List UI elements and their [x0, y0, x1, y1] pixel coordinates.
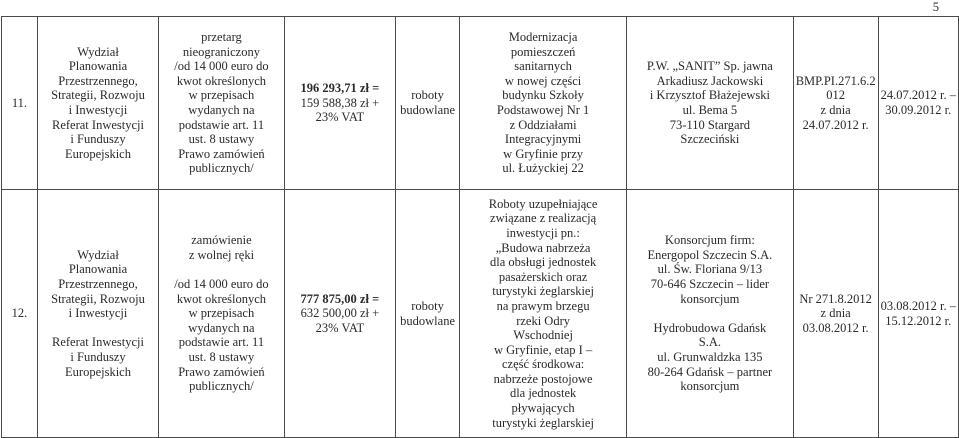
- gross-value: 777 875,00 zł =: [300, 291, 380, 306]
- text-line: związane z realizacją: [490, 211, 597, 226]
- text-line: w Gryfinie, etap I –: [493, 342, 593, 357]
- text-line: budowlane: [400, 103, 455, 117]
- text-line: Podstawowej Nr 1: [496, 103, 590, 117]
- text-line: nieograniczony: [182, 44, 260, 59]
- value-cell: [284, 17, 395, 190]
- text-line: 70-646 Szczecin – lider: [650, 277, 770, 292]
- work-type-cell: [396, 190, 460, 438]
- text-line: wydanych na: [188, 103, 255, 117]
- text-line: i Funduszy: [70, 349, 126, 364]
- text-line: publicznych/: [189, 379, 254, 394]
- row-number-cell: 12.: [2, 190, 38, 438]
- text-line: [40, 321, 156, 336]
- period-cell: [878, 190, 958, 438]
- text-line: Europejskich: [65, 364, 131, 379]
- text-line: /od 14 000 euro do: [174, 277, 269, 292]
- text-line: Prawo zamówień: [178, 364, 265, 379]
- text-line: Arkadiusz Jackowski: [656, 73, 764, 88]
- text-line: „Budowa nabrzeża: [495, 240, 591, 255]
- contract-cell: [793, 190, 878, 438]
- text-line: Integracyjnymi: [504, 132, 582, 147]
- text-line: S.A.: [698, 335, 721, 350]
- text-line: Konsorcjum firm:: [664, 233, 755, 248]
- text-line: ul. Łużyckiej 22: [502, 161, 584, 176]
- contractor-cell: [627, 17, 794, 190]
- work-type-cell: [396, 17, 460, 190]
- text-line: ust. 8 ustawy: [188, 349, 255, 364]
- text-line: inwestycji pn.:: [506, 225, 580, 240]
- net-value: 632 500,00 zł +: [300, 306, 380, 321]
- text-line: na prawym brzegu: [496, 298, 590, 313]
- text-line: Europejskich: [65, 146, 131, 161]
- text-line: Modernizacja: [508, 30, 578, 45]
- text-line: Nr 271.8.2012: [799, 291, 872, 306]
- text-line: publicznych/: [189, 161, 254, 176]
- text-line: i Inwestycji: [68, 103, 128, 117]
- period-cell: [878, 17, 958, 190]
- text-line: turystyki żeglarskiej: [492, 284, 594, 299]
- text-line: pływających: [511, 401, 575, 416]
- department-cell: [37, 17, 158, 190]
- text-line: 24.07.2012 r.: [802, 117, 869, 132]
- text-line: Wydział: [77, 247, 119, 262]
- page-number: 5: [932, 0, 939, 14]
- text-line: [161, 262, 282, 277]
- table-row: [2, 17, 959, 190]
- text-line: Hydrobudowa Gdańsk: [653, 320, 767, 335]
- text-line: ul. Grunwaldzka 135: [657, 349, 763, 364]
- text-line: Szczeciński: [680, 132, 740, 147]
- subject-cell: [460, 17, 627, 190]
- text-line: BMP.PI.271.6.2: [795, 73, 876, 88]
- text-line: w nowej części: [504, 73, 582, 88]
- text-line: budowlane: [400, 313, 455, 328]
- text-line: zamówienie: [191, 233, 252, 248]
- vat-rate: 23% VAT: [315, 110, 365, 125]
- text-line: 03.08.2012 r.: [802, 320, 869, 335]
- text-line: i Krzysztof Błażejewski: [649, 88, 770, 103]
- text-line: ust. 8 ustawy: [188, 132, 255, 147]
- text-line: w przepisach: [188, 306, 255, 321]
- text-line: Wydział: [77, 44, 119, 59]
- text-line: pasażerskich oraz: [498, 269, 588, 284]
- gross-value: 196 293,71 zł =: [300, 81, 380, 96]
- text-line: ul. Bema 5: [682, 103, 738, 117]
- text-line: z dnia: [820, 306, 851, 321]
- text-line: Referat Inwestycji: [52, 335, 144, 350]
- value-cell: [284, 190, 395, 438]
- text-line: rzeki Odry: [516, 313, 570, 328]
- text-line: budynku Szkoły: [502, 88, 584, 103]
- procurement-mode-cell: [159, 190, 285, 438]
- text-line: dla jednostek: [509, 386, 577, 401]
- text-line: konsorcjum: [680, 291, 740, 306]
- text-line: /od 14 000 euro do: [174, 59, 269, 74]
- text-line: Prawo zamówień: [178, 146, 265, 161]
- text-line: Planowania: [68, 59, 128, 74]
- text-line: kwot określonych: [176, 291, 267, 306]
- text-line: Wschodniej: [513, 328, 573, 343]
- text-line: z wolnej ręki: [188, 247, 255, 262]
- text-line: P.W. „SANIT” Sp. jawna: [646, 59, 773, 74]
- text-line: w przepisach: [188, 88, 255, 103]
- text-line: przetarg: [201, 30, 242, 45]
- row-number-cell: 11.: [2, 17, 38, 190]
- text-line: z dnia: [820, 103, 851, 117]
- vat-rate: 23% VAT: [315, 320, 365, 335]
- table-row: [2, 190, 959, 438]
- procurement-mode-cell: [159, 17, 285, 190]
- text-line: ul. Św. Floriana 9/13: [657, 262, 763, 277]
- text-line: z Oddziałami: [509, 117, 577, 132]
- text-line: turystyki żeglarskiej: [492, 415, 594, 430]
- text-line: i Funduszy: [70, 132, 126, 147]
- text-line: część środkowa:: [501, 357, 585, 372]
- text-line: Planowania: [68, 262, 128, 277]
- text-line: podstawie art. 11: [178, 117, 265, 132]
- contractor-cell: [627, 190, 794, 438]
- text-line: 15.12.2012 r.: [885, 313, 952, 328]
- text-line: Strategii, Rozwoju: [51, 88, 145, 103]
- text-line: 80-264 Gdańsk – partner: [647, 364, 773, 379]
- text-line: nabrzeże postojowe: [493, 371, 593, 386]
- net-value: 159 588,38 zł +: [300, 95, 380, 110]
- text-line: 03.08.2012 r. –: [880, 298, 956, 313]
- text-line: wydanych na: [188, 320, 255, 335]
- text-line: 24.07.2012 r. –: [880, 88, 956, 103]
- department-cell: [37, 190, 158, 438]
- text-line: Strategii, Rozwoju: [51, 291, 145, 306]
- text-line: sanitarnych: [514, 59, 572, 74]
- contract-cell: [793, 17, 878, 190]
- text-line: w Gryfinie przy: [503, 146, 584, 161]
- text-line: Referat Inwestycji: [52, 117, 144, 132]
- text-line: [629, 306, 791, 321]
- text-line: podstawie art. 11: [178, 335, 265, 350]
- text-line: roboty: [411, 298, 444, 313]
- text-line: kwot określonych: [176, 73, 267, 88]
- text-line: Przestrzennego,: [58, 277, 138, 292]
- text-line: 30.09.2012 r.: [885, 103, 952, 117]
- contracts-table: [1, 16, 959, 438]
- text-line: dla obsługi jednostek: [489, 255, 597, 270]
- text-line: Roboty uzupełniające: [488, 196, 598, 211]
- text-line: konsorcjum: [680, 379, 740, 394]
- text-line: Przestrzennego,: [58, 73, 138, 88]
- text-line: i Inwestycji: [68, 306, 128, 321]
- text-line: roboty: [411, 88, 444, 103]
- text-line: pomieszczeń: [510, 44, 576, 59]
- text-line: 73-110 Stargard: [669, 117, 750, 132]
- subject-cell: [460, 190, 627, 438]
- text-line: 012: [826, 88, 845, 103]
- text-line: Energopol Szczecin S.A.: [647, 247, 773, 262]
